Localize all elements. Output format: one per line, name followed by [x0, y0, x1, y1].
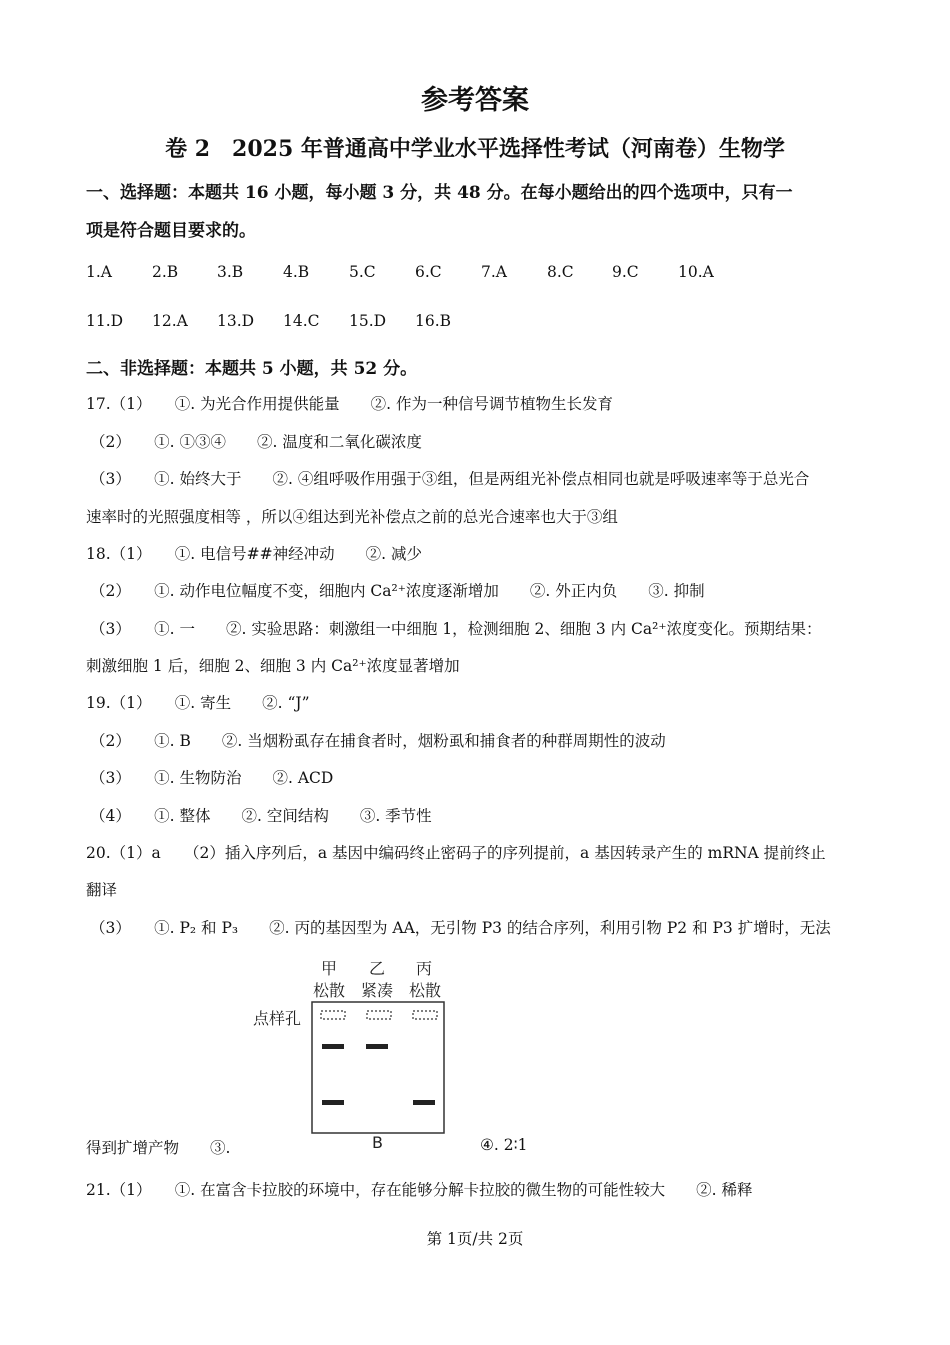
q17-part3-line2: 速率时的光照强度相等 ，所以④组达到光补偿点之前的总光合速率也大于③组: [86, 508, 618, 526]
section1-heading-line1: 一、选择题：本题共 16 小题，每小题 3 分，共 48 分。在每小题给出的四个选项中，只有一: [86, 183, 793, 203]
answer-item: 16.B: [415, 312, 452, 330]
answer-item: 10.A: [678, 263, 714, 281]
well-jia: [321, 1011, 345, 1019]
q18-part3-line2: 刺激细胞 1 后，细胞 2、细胞 3 内 Ca²⁺浓度显著增加: [86, 657, 460, 675]
well-label: 点样孔: [253, 1009, 302, 1028]
band-lower-jia: [322, 1100, 344, 1105]
lane-state-jia: 松散: [313, 981, 346, 1000]
q20-part3-ratio: ④. 2∶1: [480, 1136, 528, 1154]
q17-part1: 17.（1） ①. 为光合作用提供能量 ②. 作为一种信号调节植物生长发育: [86, 395, 613, 413]
lane-name-bing: 丙: [416, 959, 433, 978]
q17-part2: （2） ①. ①③④ ②. 温度和二氧化碳浓度: [90, 433, 422, 451]
lane-name-jia: 甲: [321, 959, 338, 978]
q17-part3-line1: （3） ①. 始终大于 ②. ④组呼吸作用强于③组，但是两组光补偿点相同也就是呼吸速率等于总光合: [90, 470, 810, 488]
band-upper-yi: [366, 1044, 388, 1049]
q21-part1: 21.（1） ①. 在富含卡拉胶的环境中，存在能够分解卡拉胶的微生物的可能性较大 ②. 稀释: [86, 1181, 753, 1199]
q20-part1-line2: 翻译: [86, 881, 118, 899]
answer-item: 6.C: [415, 263, 442, 281]
q20-part3-line1: （3） ①. P₂ 和 P₃ ②. 丙的基因型为 AA，无引物 P3 的结合序列，利用引物 P2 和 P3 扩增时，无法: [90, 919, 831, 937]
q18-part3-line1: （3） ①. 一 ②. 实验思路：刺激组一中细胞 1，检测细胞 2、细胞 3 内 Ca²⁺浓度变化。预期结果：: [90, 620, 822, 638]
answer-item: 13.D: [217, 312, 255, 330]
answer-item: 11.D: [86, 312, 124, 330]
answer-item: 7.A: [481, 263, 507, 281]
lane-state-bing: 松散: [409, 981, 442, 1000]
band-lower-bing: [413, 1100, 435, 1105]
q20-part1-line1: 20.（1）a （2）插入序列后，a 基因中编码终止密码子的序列提前，a 基因转录产生的 mRNA 提前终止: [86, 844, 826, 862]
answer-item: 1.A: [86, 263, 112, 281]
lane-name-yi: 乙: [369, 959, 386, 978]
answer-item: 9.C: [612, 263, 639, 281]
q18-part2: （2） ①. 动作电位幅度不变，细胞内 Ca²⁺浓度逐渐增加 ②. 外正内负 ③. 抑制: [90, 582, 705, 600]
answer-item: 5.C: [349, 263, 376, 281]
section1-heading-line2: 项是符合题目要求的。: [86, 221, 256, 241]
q19-part1: 19.（1） ①. 寄生 ②. “J”: [86, 694, 310, 712]
answer-item: 2.B: [152, 263, 179, 281]
exam-subtitle: 卷 2 2025 年普通高中学业水平选择性考试（河南卷）生物学: [165, 136, 785, 162]
section2-heading: 二、非选择题：本题共 5 小题，共 52 分。: [86, 359, 418, 379]
q19-part2: （2） ①. B ②. 当烟粉虱存在捕食者时，烟粉虱和捕食者的种群周期性的波动: [90, 732, 666, 750]
q19-part3: （3） ①. 生物防治 ②. ACD: [90, 769, 334, 787]
answer-item: 8.C: [547, 263, 574, 281]
well-bing: [413, 1011, 437, 1019]
panel-label: B: [372, 1133, 383, 1152]
well-yi: [367, 1011, 391, 1019]
answer-item: 4.B: [283, 263, 310, 281]
page-title: 参考答案: [421, 85, 529, 116]
gel-diagram: [310, 1000, 446, 1136]
answer-item: 3.B: [217, 263, 244, 281]
page-footer: 第 1页/共 2页: [426, 1230, 524, 1248]
answer-item: 14.C: [283, 312, 320, 330]
answer-item: 15.D: [349, 312, 387, 330]
answer-item: 12.A: [152, 312, 188, 330]
q18-part1: 18.（1） ①. 电信号##神经冲动 ②. 减少: [86, 545, 422, 563]
q19-part4: （4） ①. 整体 ②. 空间结构 ③. 季节性: [90, 807, 432, 825]
gel-bands: [322, 1044, 435, 1105]
gel-wells: [321, 1011, 437, 1019]
gel-frame: [312, 1002, 444, 1133]
lane-state-yi: 紧凑: [361, 981, 394, 1000]
band-upper-jia: [322, 1044, 344, 1049]
q20-part3-line2-left: 得到扩增产物 ③.: [86, 1139, 231, 1157]
